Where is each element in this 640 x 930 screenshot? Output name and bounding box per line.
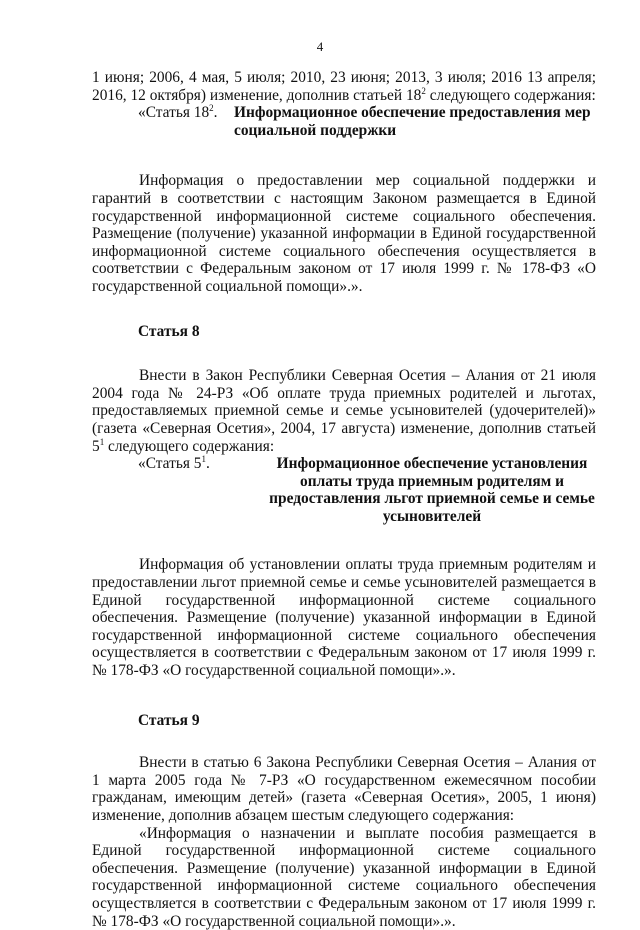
article-18-2-title: Информационное обеспечение предоставления мер социальной поддержки — [234, 104, 591, 139]
amendment-intro-sup: 2 — [421, 85, 426, 96]
document-body — [92, 69, 596, 930]
article-5-1-title: Информационное обеспечение установления оплаты труда приемным родителям и предоставления льгот приемной семье и семье усыновителей — [269, 455, 595, 525]
article-9-heading: Статья 9 — [138, 711, 200, 729]
article-18-2-body: Информация о предоставлении мер социальной поддержки и гарантий в соответствии с настоящим Законом размещается в Единой государственной информационной системе социального обеспечения. Размещение (получение) указанной информации в Единой государственной информационной системе социального обеспечения осуществляется в соответствии с Федеральным законом от 17 июля 1999 г. № 178-ФЗ «О государственной социальной помощи».». — [92, 172, 596, 295]
article-8-intro-text: Внести в Закон Республики Северная Осетия – Алания от 21 июля 2004 года № 24-РЗ «Об оплате труда приемных родителей и льготах, предоставляемых приемной семье и семье усыновителей (удочерителей)» (газета «Северная Осетия», 2004, 17 августа) изменение, дополнив статьей 5 — [92, 367, 596, 455]
article-5-1-header — [92, 455, 596, 525]
article-9-body: «Информация о назначении и выплате пособия размещается в Единой государственной информационной системе социального обеспечения. Размещение (получение) указанной информации в Единой государственной информационной системе социального обеспечения осуществляется в соответствии с Федеральным законом от 17 июля 1999 г. № 178-ФЗ «О государственной социальной помощи».». — [92, 824, 596, 930]
article-9-intro-paragraph: Внести в статью 6 Закона Республики Северная Осетия – Алания от 1 марта 2005 года № 7-РЗ «О государственном ежемесячном пособии гражданам, имеющим детей» (газета «Северная Осетия», 2005, 1 июня) изменение, дополнив абзацем шестым следующего содержания: — [92, 754, 596, 824]
article-8-intro-tail: следующего содержания: — [104, 437, 275, 455]
amendment-intro-paragraph — [92, 69, 596, 104]
amendment-intro-tail: следующего содержания: — [425, 86, 596, 104]
article-18-2-header — [92, 104, 596, 139]
article-5-1-label: «Статья $5^1$. — [138, 453, 210, 473]
article-8-heading: Статья 8 — [138, 322, 200, 340]
page-number: 4 — [316, 39, 324, 54]
article-8-intro-sup: 1 — [99, 436, 105, 447]
article-8-intro-paragraph — [92, 367, 596, 455]
article-5-1-body: Информация об установлении оплаты труда приемным родителям и предоставлении льгот приемной семье и семье усыновителей размещается в Единой государственной информационной системе социального обеспечения. Размещение (получение) указанной информации в Единой государственной информационной системе социального обеспечения осуществляется в соответствии с Федеральным законом от 17 июля 1999 г. № 178-ФЗ «О государственной социальной помощи».». — [92, 556, 596, 680]
amendment-intro-text: 1 июня; 2006, 4 мая, 5 июля; 2010, 23 июня; 2013, 3 июля; 2016 13 апреля; 2016, 12 октября) изменение, дополнив статьей 18 — [92, 69, 596, 104]
article-18-2-label: «Статья $18^2$. — [138, 103, 218, 122]
